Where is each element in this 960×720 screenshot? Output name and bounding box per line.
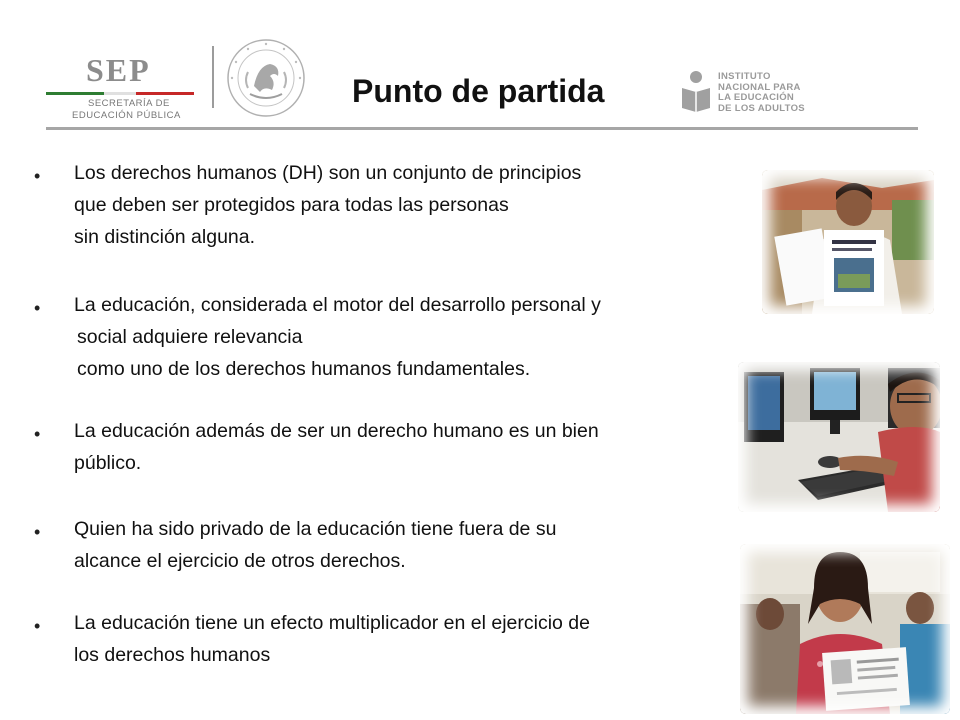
inea-logo-line: DE LOS ADULTOS [718,102,805,114]
mexico-seal-icon [224,36,308,120]
bullet-text-line: que deben ser protegidos para todas las personas [74,194,509,216]
page-title: Punto de partida [352,73,605,109]
bullet-text-line: Quien ha sido privado de la educación tiene fuera de su [74,518,557,540]
bullet-text-line: alcance el ejercicio de otros derechos. [74,550,406,572]
bullet-dot: • [34,616,41,636]
sep-flag-stripe-red [136,92,194,95]
bullet-text-line: sin distinción alguna. [74,226,256,248]
bullet-text-line: público. [74,452,142,474]
photo-computer-user [738,362,940,512]
sep-logo-subtitle-2: EDUCACIÓN PÚBLICA [72,110,181,121]
bullet-text-line: Los derechos humanos (DH) son un conjunto de principios [74,162,582,184]
sep-logo-letters: SEP [86,52,151,88]
sep-logo-subtitle-1: SECRETARÍA DE [88,98,170,109]
bullet-text-line: como uno de los derechos humanos fundamentales. [77,358,531,380]
inea-logo-line: NACIONAL PARA [718,81,801,93]
header-divider [212,46,214,108]
inea-logo-line: INSTITUTO [718,71,771,82]
bullet-text-line: La educación además de ser un derecho humano es un bien [74,420,599,442]
bullet-text-line: La educación, considerada el motor del desarrollo personal y [74,294,601,316]
bullet-dot: • [34,298,41,318]
sep-flag-stripe-green [46,92,104,95]
inea-reader-icon [680,70,712,112]
inea-logo-line: LA EDUCACIÓN [718,92,795,103]
sep-flag-stripe-white [104,92,136,95]
photo-woman-certificate [740,544,950,714]
bullet-text-line: los derechos humanos [74,644,271,666]
bullet-dot: • [34,424,41,444]
inea-logo-text [718,72,805,114]
bullet-text-line: La educación tiene un efecto multiplicador en el ejercicio de [74,612,590,634]
bullet-dot: • [34,166,41,186]
bullet-dot: • [34,522,41,542]
header-rule [46,127,918,130]
photo-woman-reading [762,170,934,314]
bullet-text-line: social adquiere relevancia [77,326,303,348]
sep-logo [46,52,194,122]
inea-logo [680,70,810,114]
